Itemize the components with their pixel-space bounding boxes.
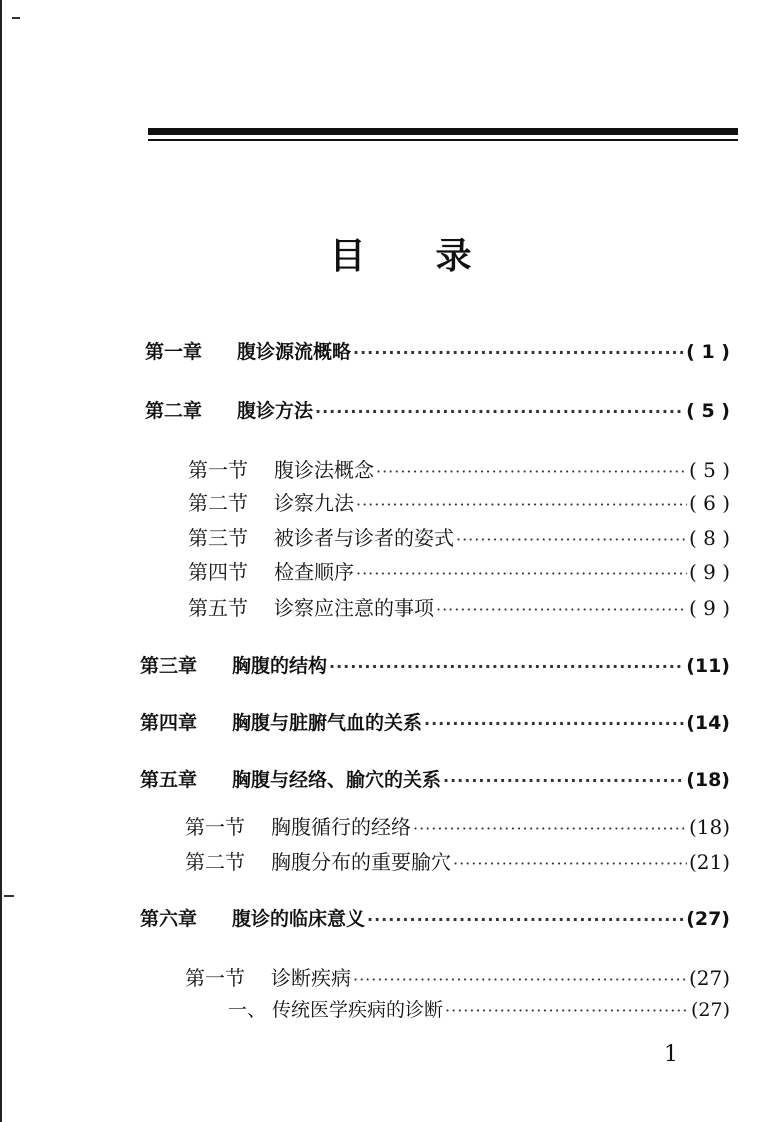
dot-leader [424,714,684,733]
dot-leader [436,600,687,619]
dot-leader [376,462,687,481]
toc-title: 检查顺序 [274,560,354,584]
toc-page: (27) [690,999,730,1021]
dot-leader [443,771,684,790]
title-char-1: 目 [329,235,366,277]
toc-page: ( 6 ) [688,491,730,515]
toc-number: 第二章 [145,400,203,422]
toc-page: ( 5 ) [686,400,730,422]
toc-title: 腹诊源流概略 [237,341,352,363]
page-title [0,228,781,279]
toc-page: ( 9 ) [688,560,730,584]
toc-page: (27) [688,966,730,990]
dot-leader [353,970,687,989]
toc-number: 第四章 [140,712,198,734]
toc-number: 一、 [228,999,267,1021]
toc-title: 腹诊的临床意义 [232,908,366,930]
toc-entry [140,651,730,678]
toc-page: (18) [688,815,730,839]
header-rule-thin [148,139,738,141]
toc-entry [145,396,730,423]
toc-entry [188,454,730,483]
toc-title: 胸腹循行的经络 [271,815,411,839]
scan-mark [4,895,14,897]
toc-entry [185,846,730,875]
toc-entry [188,556,730,585]
header-rule-thick [148,128,738,135]
toc-number: 第一章 [145,341,203,363]
toc-title: 诊断疾病 [271,966,351,990]
toc-title: 胸腹与经络、腧穴的关系 [232,769,442,791]
dot-leader [453,854,687,873]
toc-page: ( 8 ) [688,526,730,550]
dot-leader [445,1001,689,1020]
toc-entry [140,765,730,792]
toc-title: 诊察应注意的事项 [274,596,434,620]
toc-title: 诊察九法 [274,491,354,515]
toc-entry [185,962,730,991]
dot-leader [315,402,684,421]
toc-title: 胸腹分布的重要腧穴 [271,850,451,874]
toc-page: (11) [686,655,730,677]
toc-number: 第一节 [185,966,245,990]
toc-entry [145,337,730,364]
toc-number: 第三节 [188,526,248,550]
title-char-2: 录 [435,235,472,277]
toc-page: (21) [688,850,730,874]
toc-number: 第四节 [188,560,248,584]
toc-page: (18) [686,769,730,791]
toc-page: (14) [686,712,730,734]
toc-entry [140,708,730,735]
toc-entry [185,811,730,840]
toc-page: ( 1 ) [686,341,730,363]
dot-leader [329,657,684,676]
toc-number: 第一节 [185,815,245,839]
toc-number: 第五章 [140,769,198,791]
toc-entry [228,995,730,1022]
toc-title: 被诊者与诊者的姿式 [274,526,454,550]
toc-number: 第六章 [140,908,198,930]
toc-title: 腹诊法概念 [274,458,374,482]
toc-number: 第五节 [188,596,248,620]
toc-entry [188,522,730,551]
dot-leader [413,819,687,838]
scan-mark [12,17,20,19]
toc-entry [188,487,730,516]
toc-page: ( 9 ) [688,596,730,620]
dot-leader [356,564,687,583]
toc-title: 传统医学疾病的诊断 [272,999,444,1021]
toc-page: (27) [686,908,730,930]
dot-leader [367,910,684,929]
toc-title: 腹诊方法 [237,400,314,422]
toc-entry [188,592,730,621]
toc-number: 第二节 [185,850,245,874]
toc-number: 第一节 [188,458,248,482]
page-left-border [0,0,2,1122]
dot-leader [353,343,684,362]
toc-title: 胸腹与脏腑气血的关系 [232,712,423,734]
dot-leader [356,495,687,514]
dot-leader [456,530,687,549]
toc-title: 胸腹的结构 [232,655,328,677]
page-number: 1 [664,1042,678,1067]
toc-number: 第三章 [140,655,198,677]
toc-entry [140,904,730,931]
toc-number: 第二节 [188,491,248,515]
toc-page: ( 5 ) [688,458,730,482]
